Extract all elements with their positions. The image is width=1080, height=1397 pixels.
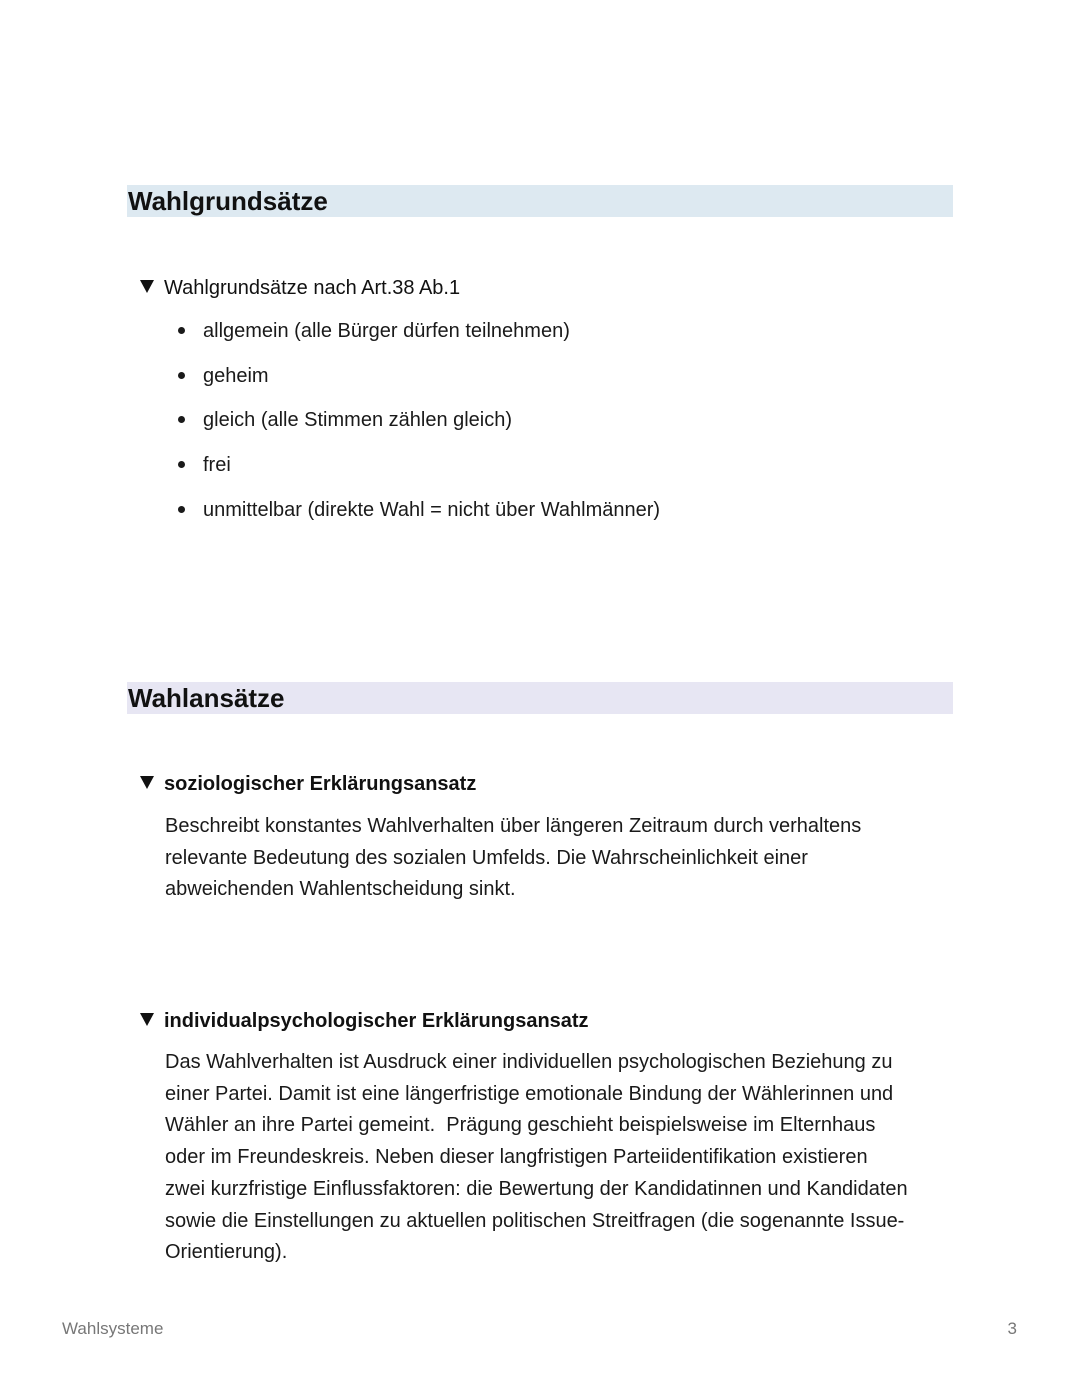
toggle-individualpsychologischer-ansatz[interactable] <box>140 1008 589 1034</box>
bullet-icon <box>178 416 185 423</box>
section-heading-text: Wahlgrundsätze <box>128 186 328 216</box>
toggle-soziologischer-ansatz[interactable] <box>140 771 476 797</box>
triangle-down-icon[interactable] <box>140 776 154 789</box>
footer-document-title: Wahlsysteme <box>62 1319 164 1338</box>
bullet-icon <box>178 372 185 379</box>
bullet-icon <box>178 461 185 468</box>
toggle-title: soziologischer Erklärungsansatz <box>164 773 477 795</box>
list-item: gleich (alle Stimmen zählen gleich) <box>178 407 512 433</box>
section-heading-wahlgrundsaetze <box>127 185 953 217</box>
paragraph-soziologisch: Beschreibt konstantes Wahlverhalten über längeren Zeitraum durch verhaltens relevante Bedeutung des sozialen Umfelds. Die Wahrscheinlichkeit einer abweichenden Wahlentscheidung sinkt. <box>165 815 862 901</box>
list-item: geheim <box>178 363 269 389</box>
list-item: frei <box>178 452 231 478</box>
toggle-title: individualpsychologischer Erklärungsansatz <box>164 1010 589 1032</box>
triangle-down-icon[interactable] <box>140 280 154 293</box>
toggle-wahlgrundsaetze-art38[interactable] <box>140 275 460 301</box>
list-item: allgemein (alle Bürger dürfen teilnehmen) <box>178 318 570 344</box>
paragraph-individualpsychologisch: Das Wahlverhalten ist Ausdruck einer individuellen psychologischen Beziehung zu einer Partei. Damit ist eine längerfristige emotionale Bindung der Wählerinnen und Wähler an ihre Partei gemeint. Prägung geschieht beispielsweise im Elternhaus oder im Freundeskreis. Neben dieser langfristigen Parteiidentifikation existieren zwei kurzfristige Einflussfaktoren: die Bewertung der Kandidatinnen und Kandidaten sowie die Einstellungen zu aktuellen politischen Streitfragen (die sogenannte Issue- Orientierung). <box>165 1051 908 1264</box>
toggle-title: Wahlgrundsätze nach Art.38 Ab.1 <box>164 277 461 299</box>
list-item: unmittelbar (direkte Wahl = nicht über Wahlmänner) <box>178 497 660 523</box>
triangle-down-icon[interactable] <box>140 1013 154 1026</box>
bullet-icon <box>178 327 185 334</box>
footer-page-number: 3 <box>1007 1319 1017 1338</box>
bullet-icon <box>178 506 185 513</box>
section-heading-text: Wahlansätze <box>128 683 285 713</box>
section-heading-wahlansaetze <box>127 682 953 714</box>
